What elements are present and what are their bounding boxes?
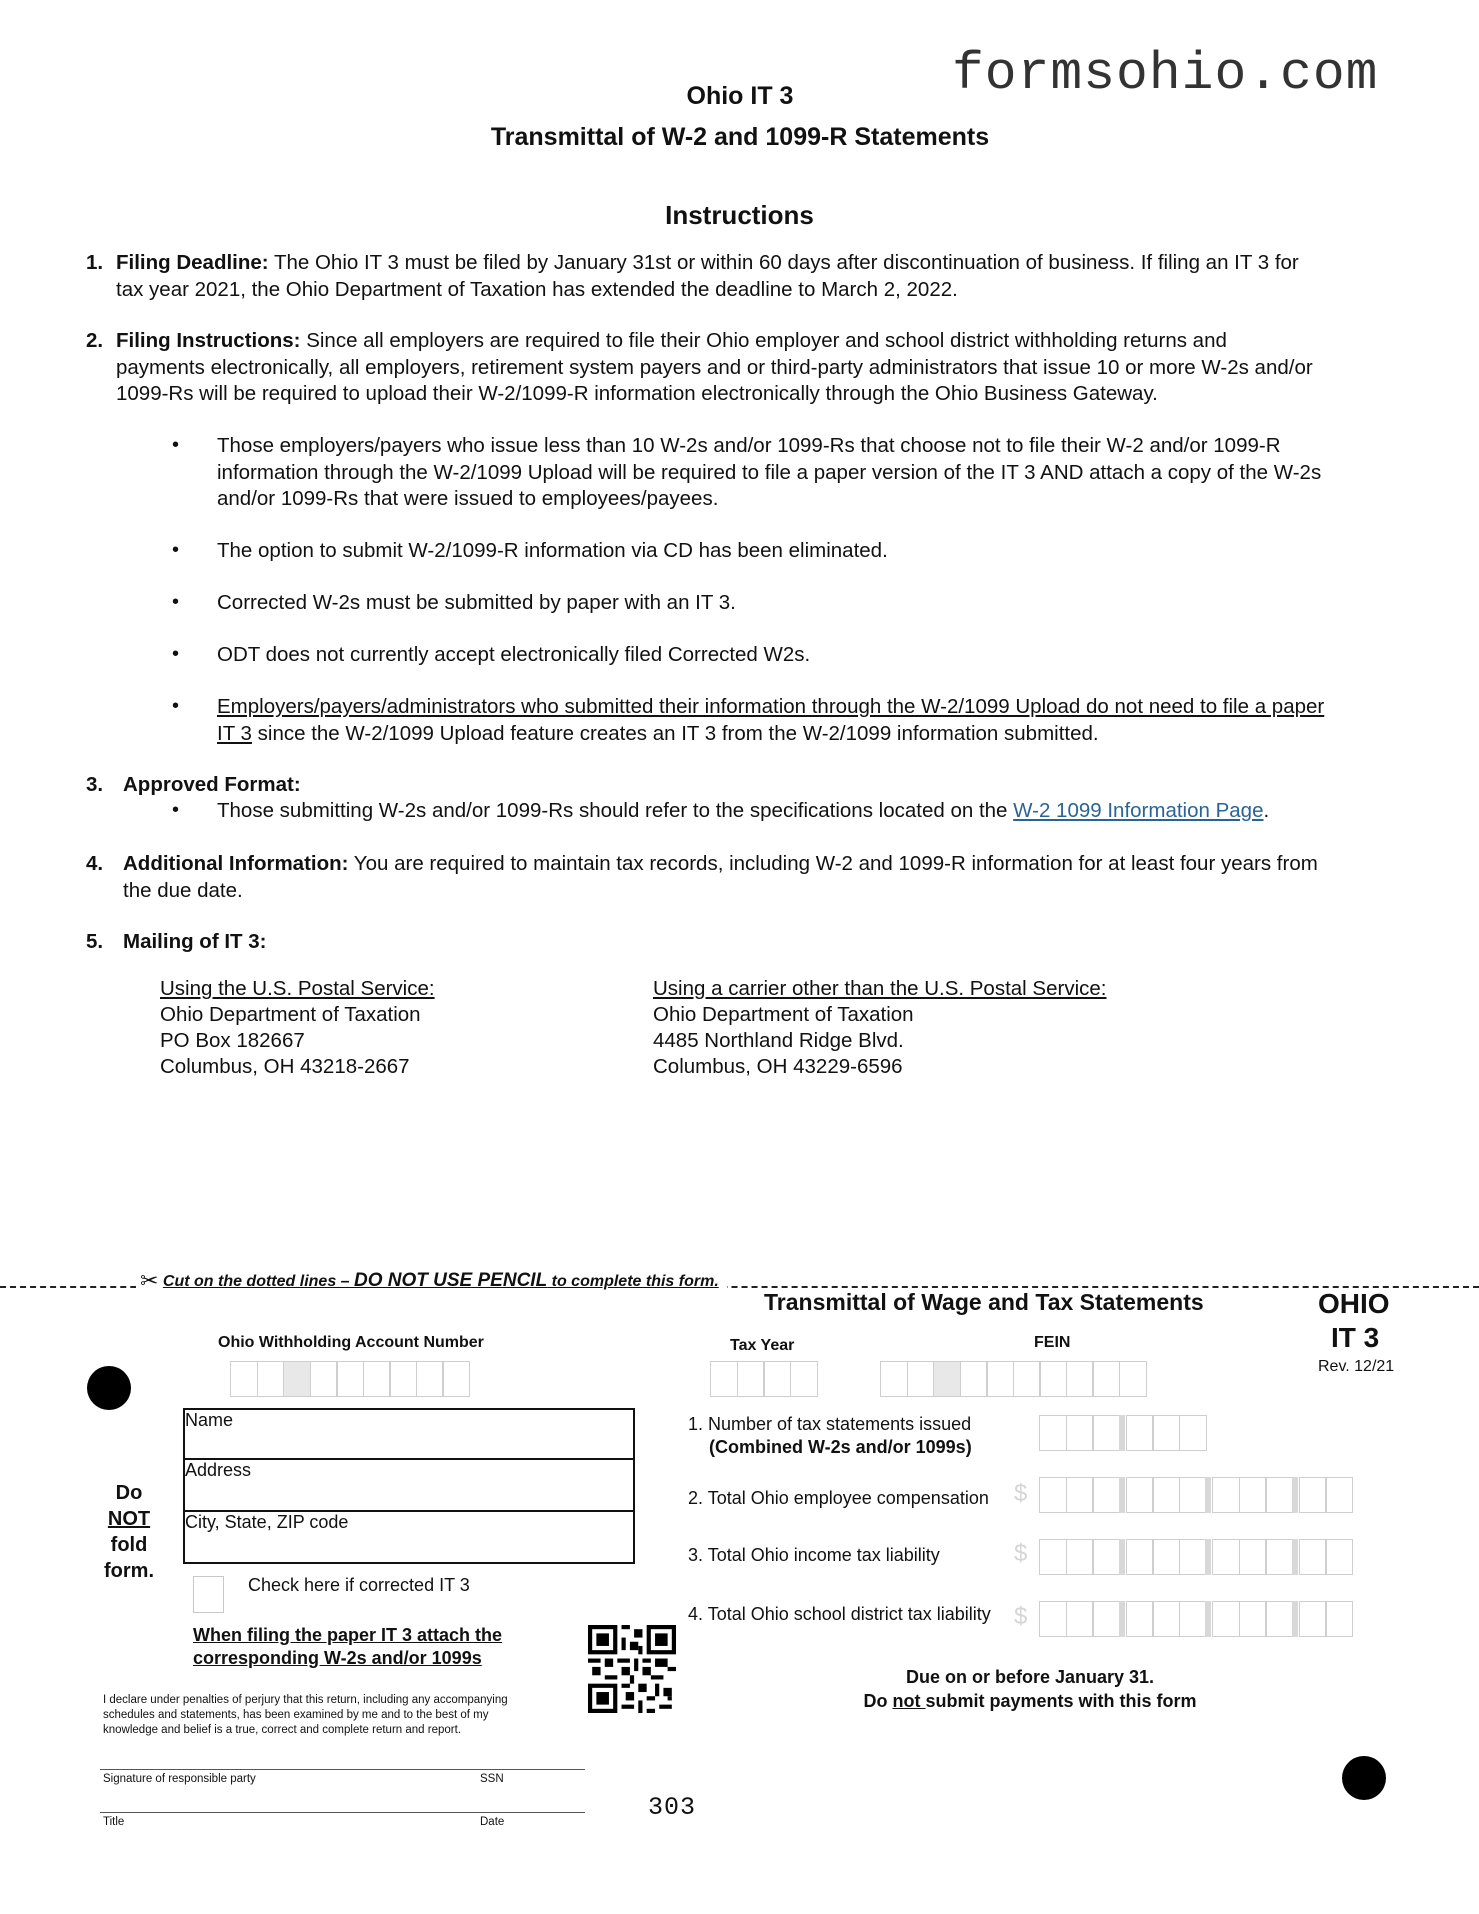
carrier-address bbox=[653, 976, 1106, 1080]
digit-separator bbox=[1119, 1539, 1125, 1575]
digit-separator bbox=[1292, 1477, 1298, 1513]
digit-cell[interactable] bbox=[416, 1361, 444, 1397]
note-text: submit payments with this form bbox=[925, 1691, 1197, 1711]
digit-cell[interactable] bbox=[710, 1361, 738, 1397]
digit-cell[interactable] bbox=[1092, 1539, 1120, 1575]
digit-cell[interactable] bbox=[1092, 1601, 1120, 1637]
city-state-zip-label: City, State, ZIP code bbox=[185, 1512, 349, 1532]
digit-cell[interactable] bbox=[933, 1361, 961, 1397]
address-label: Address bbox=[185, 1460, 252, 1480]
ssn-label: SSN bbox=[480, 1773, 504, 1785]
digit-cell[interactable] bbox=[1092, 1361, 1120, 1397]
form-code: 303 bbox=[648, 1793, 697, 1822]
address-line: 4485 Northland Ridge Blvd. bbox=[653, 1029, 904, 1052]
digit-cell[interactable] bbox=[1152, 1477, 1180, 1513]
note-line: Due on or before January 31. bbox=[905, 1667, 1155, 1687]
digit-cell[interactable] bbox=[1265, 1477, 1293, 1513]
item-label: Filing Deadline: bbox=[116, 251, 269, 274]
item-text: You are required to maintain tax records, including W-2 and 1099-R information for at least four years from bbox=[348, 852, 1318, 875]
digit-cell[interactable] bbox=[1179, 1477, 1207, 1513]
digit-cell[interactable] bbox=[1265, 1539, 1293, 1575]
compensation-field[interactable] bbox=[1039, 1477, 1352, 1513]
document-title: Ohio IT 3 bbox=[686, 82, 794, 110]
line-text: 1. Number of tax statements issued bbox=[688, 1414, 972, 1434]
digit-cell[interactable] bbox=[986, 1361, 1014, 1397]
corrected-label: Check here if corrected IT 3 bbox=[248, 1575, 470, 1595]
digit-cell[interactable] bbox=[283, 1361, 311, 1397]
corrected-checkbox[interactable] bbox=[193, 1576, 224, 1613]
dollar-sign: $ bbox=[1014, 1480, 1028, 1507]
item-label: Additional Information: bbox=[123, 852, 349, 875]
digit-cell[interactable] bbox=[1039, 1415, 1067, 1451]
perjury-declaration bbox=[103, 1693, 603, 1738]
address-line: Ohio Department of Taxation bbox=[160, 1003, 421, 1026]
fein-label: FEIN bbox=[1034, 1334, 1071, 1351]
digit-cell[interactable] bbox=[1299, 1539, 1327, 1575]
digit-cell[interactable] bbox=[880, 1361, 908, 1397]
digit-separator bbox=[1119, 1477, 1125, 1513]
digit-cell[interactable] bbox=[1066, 1415, 1094, 1451]
cut-text: Cut on the dotted lines – bbox=[162, 1273, 354, 1290]
line-3-label: 3. Total Ohio income tax liability bbox=[688, 1545, 940, 1565]
digit-separator bbox=[1205, 1539, 1211, 1575]
digit-cell[interactable] bbox=[336, 1361, 364, 1397]
item-label: Filing Instructions: bbox=[116, 329, 301, 352]
digit-cell[interactable] bbox=[790, 1361, 818, 1397]
digit-cell[interactable] bbox=[1299, 1477, 1327, 1513]
digit-cell[interactable] bbox=[1039, 1361, 1067, 1397]
bullet-line: and/or 1099-Rs that were issued to employees/payees. bbox=[217, 487, 719, 510]
bullet: • bbox=[172, 434, 180, 456]
digit-cell[interactable] bbox=[1039, 1477, 1067, 1513]
item-number: 3. bbox=[86, 773, 104, 796]
item-number: 5. bbox=[86, 930, 104, 953]
address-line: Ohio Department of Taxation bbox=[653, 1003, 914, 1026]
item-number: 1. bbox=[86, 251, 104, 274]
item-number: 4. bbox=[86, 852, 104, 875]
item-label: Approved Format: bbox=[123, 773, 301, 796]
digit-cell[interactable] bbox=[1239, 1539, 1267, 1575]
bullet-line: Those submitting W-2s and/or 1099-Rs should refer to the specifications located on the bbox=[217, 799, 1014, 822]
digit-cell[interactable] bbox=[1299, 1601, 1327, 1637]
bullet-text: ODT does not currently accept electronically filed Corrected W2s. bbox=[217, 643, 811, 666]
digit-cell[interactable] bbox=[1092, 1415, 1120, 1451]
digit-cell[interactable] bbox=[1179, 1415, 1207, 1451]
digit-separator bbox=[1292, 1601, 1298, 1637]
line-text: (Combined W-2s and/or 1099s) bbox=[709, 1437, 972, 1457]
digit-cell[interactable] bbox=[1325, 1477, 1353, 1513]
notice-line: form. bbox=[104, 1560, 154, 1582]
usps-address bbox=[160, 976, 435, 1080]
digit-cell[interactable] bbox=[1325, 1601, 1353, 1637]
digit-cell[interactable] bbox=[310, 1361, 338, 1397]
digit-cell[interactable] bbox=[1126, 1601, 1154, 1637]
digit-cell[interactable] bbox=[1013, 1361, 1041, 1397]
name-field[interactable] bbox=[183, 1408, 635, 1460]
statements-count-field[interactable] bbox=[1039, 1415, 1205, 1451]
address-heading: Using a carrier other than the U.S. Postal Service: bbox=[653, 977, 1107, 1000]
digit-cell[interactable] bbox=[1039, 1539, 1067, 1575]
cut-instruction bbox=[136, 1266, 727, 1292]
address-heading: Using the U.S. Postal Service: bbox=[160, 977, 435, 1000]
digit-cell[interactable] bbox=[1152, 1601, 1180, 1637]
signature-line[interactable] bbox=[100, 1769, 585, 1770]
attach-note bbox=[193, 1624, 502, 1670]
digit-cell[interactable] bbox=[1066, 1539, 1094, 1575]
bullet-text: Corrected W-2s must be submitted by paper with an IT 3. bbox=[217, 591, 736, 614]
digit-cell[interactable] bbox=[442, 1361, 470, 1397]
digit-cell[interactable] bbox=[1066, 1601, 1094, 1637]
bullet: • bbox=[172, 695, 180, 717]
bullet: • bbox=[172, 643, 180, 665]
digit-cell[interactable] bbox=[1119, 1361, 1147, 1397]
title-line[interactable] bbox=[100, 1812, 585, 1813]
filing-instructions-item bbox=[116, 328, 1456, 408]
punctuation: . bbox=[1263, 799, 1270, 822]
income-tax-field[interactable] bbox=[1039, 1539, 1352, 1575]
additional-information-item bbox=[123, 851, 1443, 904]
digit-cell[interactable] bbox=[1066, 1361, 1094, 1397]
form-revision: Rev. 12/21 bbox=[1318, 1358, 1395, 1375]
form-title: Transmittal of Wage and Tax Statements bbox=[760, 1289, 1208, 1316]
due-date-note bbox=[740, 1665, 1320, 1713]
item-text: tax year 2021, the Ohio Department of Taxation has extended the deadline to March 2, 2022. bbox=[116, 277, 958, 301]
digit-cell[interactable] bbox=[907, 1361, 935, 1397]
digit-cell[interactable] bbox=[1239, 1477, 1267, 1513]
bullet-text bbox=[217, 798, 1457, 825]
line-2-label: 2. Total Ohio employee compensation bbox=[688, 1488, 989, 1508]
withholding-account-label: Ohio Withholding Account Number bbox=[218, 1334, 484, 1351]
form-state: OHIO bbox=[1318, 1288, 1390, 1319]
digit-cell[interactable] bbox=[1152, 1415, 1180, 1451]
do-not-fold-notice bbox=[96, 1480, 162, 1584]
notice-line: Do bbox=[115, 1482, 143, 1504]
address-line: Columbus, OH 43218-2667 bbox=[160, 1055, 410, 1078]
dollar-sign: $ bbox=[1014, 1603, 1028, 1630]
digit-separator bbox=[1205, 1601, 1211, 1637]
notice-line: NOT bbox=[107, 1508, 151, 1530]
site-watermark: formsohio.com bbox=[952, 44, 1379, 104]
bullet-line: Those employers/payers who issue less than 10 W-2s and/or 1099-Rs that choose not to file their W-2 and/or 1099-R bbox=[217, 434, 1281, 457]
declaration-line: knowledge and belief is a true, correct and complete return and report. bbox=[103, 1724, 461, 1736]
cut-text: to complete this form. bbox=[547, 1273, 719, 1290]
digit-cell[interactable] bbox=[230, 1361, 258, 1397]
digit-cell[interactable] bbox=[960, 1361, 988, 1397]
line-1-label bbox=[688, 1413, 972, 1459]
digit-cell[interactable] bbox=[1239, 1601, 1267, 1637]
instructions-heading: Instructions bbox=[665, 200, 814, 230]
bullet-line: Employers/payers/administrators who submitted their information through the W-2/1099 Upload do not need to file a paper bbox=[217, 695, 1325, 718]
digit-separator bbox=[1119, 1601, 1125, 1637]
bullet-line: since the W-2/1099 Upload feature creates an IT 3 from the W-2/1099 information submitted. bbox=[251, 721, 1099, 745]
digit-cell[interactable] bbox=[1066, 1477, 1094, 1513]
bullet: • bbox=[172, 799, 180, 821]
bullet-line: IT 3 bbox=[217, 721, 252, 745]
title-label: Title bbox=[103, 1816, 125, 1828]
item-number: 2. bbox=[86, 329, 104, 352]
w2-1099-information-link[interactable]: W-2 1099 Information Page bbox=[1013, 799, 1264, 822]
city-state-zip-field[interactable] bbox=[183, 1510, 635, 1564]
fein-field[interactable] bbox=[880, 1361, 1145, 1397]
note-text: Do bbox=[863, 1691, 893, 1711]
bullet: • bbox=[172, 539, 180, 561]
filing-deadline-item bbox=[116, 250, 1416, 303]
item-text: Since all employers are required to file their Ohio employer and school district withholding returns and bbox=[300, 329, 1227, 352]
address-line: PO Box 182667 bbox=[160, 1029, 305, 1052]
signature-label: Signature of responsible party bbox=[103, 1773, 256, 1785]
digit-separator bbox=[1205, 1477, 1211, 1513]
digit-cell[interactable] bbox=[763, 1361, 791, 1397]
item-text: The Ohio IT 3 must be filed by January 31st or within 60 days after discontinuation of business. If filing an IT 3 for bbox=[268, 251, 1299, 274]
declaration-line: schedules and statements, has been examined by me and to the best of my bbox=[103, 1709, 489, 1721]
digit-cell[interactable] bbox=[1265, 1601, 1293, 1637]
note-line: corresponding W-2s and/or 1099s bbox=[193, 1648, 482, 1668]
digit-cell[interactable] bbox=[1179, 1601, 1207, 1637]
item-text: the due date. bbox=[123, 878, 243, 902]
digit-cell[interactable] bbox=[1126, 1539, 1154, 1575]
bullet-text bbox=[217, 694, 1457, 747]
digit-cell[interactable] bbox=[1039, 1601, 1067, 1637]
digit-cell[interactable] bbox=[1212, 1539, 1240, 1575]
bullet-text: The option to submit W-2/1099-R information via CD has been eliminated. bbox=[217, 539, 888, 562]
document-subtitle: Transmittal of W-2 and 1099-R Statements bbox=[490, 123, 990, 151]
digit-cell[interactable] bbox=[737, 1361, 765, 1397]
item-text: payments electronically, all employers, retirement system payers and or third-party administrators that issue 10 or more W-2s and/or bbox=[116, 355, 1313, 379]
digit-cell[interactable] bbox=[1092, 1477, 1120, 1513]
line-4-label: 4. Total Ohio school district tax liability bbox=[688, 1604, 991, 1624]
digit-separator bbox=[1119, 1415, 1125, 1451]
scissors-icon: ✂ bbox=[140, 1268, 159, 1293]
bullet-text bbox=[217, 433, 1457, 513]
address-field[interactable] bbox=[183, 1458, 635, 1512]
digit-cell[interactable] bbox=[1212, 1477, 1240, 1513]
cut-text-emphasis: DO NOT USE PENCIL bbox=[354, 1270, 548, 1291]
digit-cell[interactable] bbox=[1179, 1539, 1207, 1575]
digit-cell[interactable] bbox=[363, 1361, 391, 1397]
digit-cell[interactable] bbox=[1126, 1477, 1154, 1513]
digit-cell[interactable] bbox=[1212, 1601, 1240, 1637]
digit-cell[interactable] bbox=[257, 1361, 285, 1397]
form-number: IT 3 bbox=[1331, 1322, 1380, 1353]
note-text: not bbox=[892, 1691, 926, 1711]
item-label: Mailing of IT 3: bbox=[123, 930, 267, 953]
digit-cell[interactable] bbox=[1325, 1539, 1353, 1575]
name-label: Name bbox=[185, 1410, 234, 1430]
digit-separator bbox=[1292, 1539, 1298, 1575]
note-line bbox=[740, 1689, 1320, 1713]
registration-mark bbox=[1342, 1756, 1386, 1800]
digit-cell[interactable] bbox=[1126, 1415, 1154, 1451]
declaration-line: I declare under penalties of perjury that this return, including any accompanying bbox=[103, 1694, 508, 1706]
withholding-account-field[interactable] bbox=[230, 1361, 469, 1397]
tax-year-label: Tax Year bbox=[730, 1337, 795, 1354]
registration-mark bbox=[87, 1366, 131, 1410]
dollar-sign: $ bbox=[1014, 1540, 1028, 1567]
digit-cell[interactable] bbox=[389, 1361, 417, 1397]
school-district-tax-field[interactable] bbox=[1039, 1601, 1352, 1637]
item-text: 1099-Rs will be required to upload their W-2/1099-R information electronically through the Ohio Business Gateway. bbox=[116, 382, 1158, 405]
notice-line: fold bbox=[110, 1534, 148, 1556]
bullet: • bbox=[172, 591, 180, 613]
address-line: Columbus, OH 43229-6596 bbox=[653, 1055, 903, 1078]
tax-year-field[interactable] bbox=[710, 1361, 816, 1397]
note-line: When filing the paper IT 3 attach the bbox=[193, 1625, 503, 1645]
bullet-line: information through the W-2/1099 Upload will be required to file a paper version of the IT 3 AND attach a copy of the W-2s bbox=[217, 460, 1322, 484]
date-label: Date bbox=[480, 1816, 505, 1828]
digit-cell[interactable] bbox=[1152, 1539, 1180, 1575]
